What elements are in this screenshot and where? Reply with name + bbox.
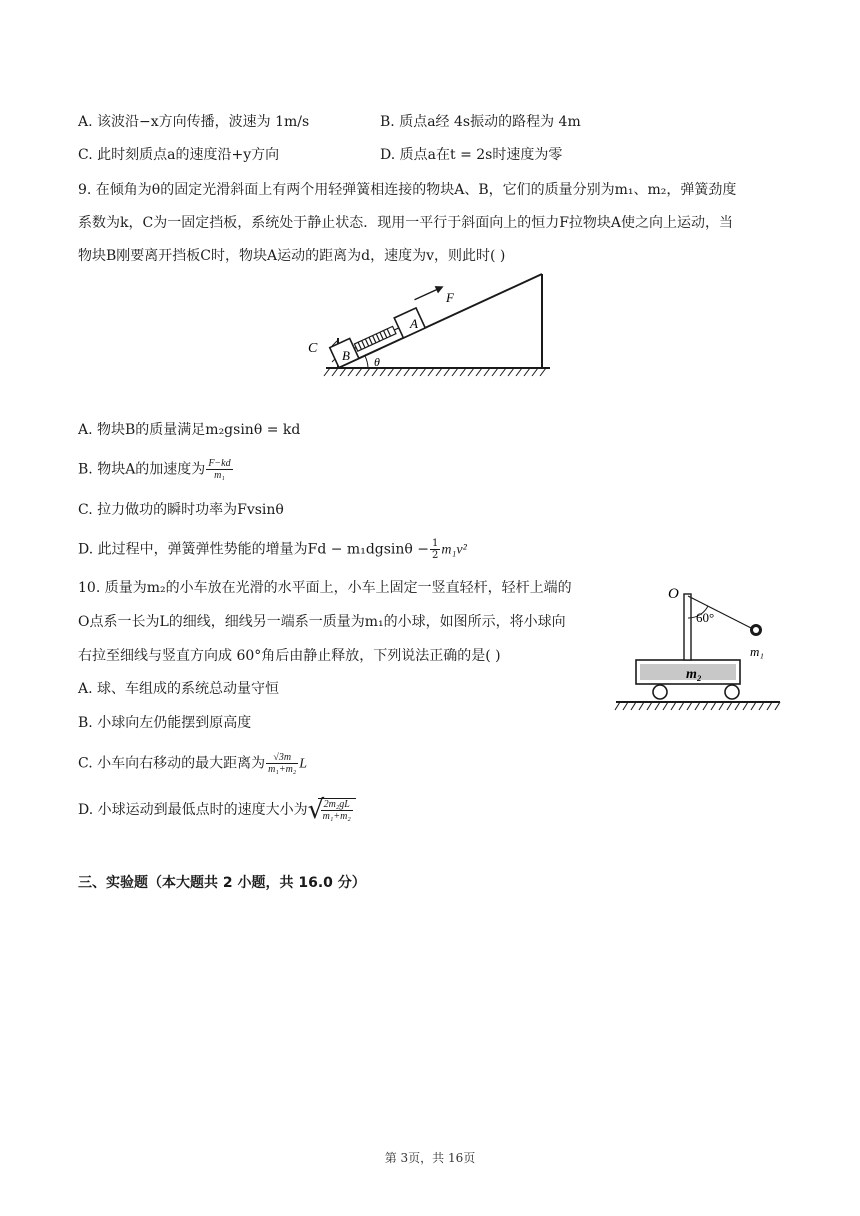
q9-label-theta: θ [374,355,380,369]
q8-option-d-text: 质点a在t = 2s时速度为零 [399,147,563,163]
q10-stem-line1: 10. 质量为m₂的小车放在光滑的水平面上，小车上固定一竖直轻杆，轻杆上端的 [78,580,572,596]
q9-option-d [78,538,467,561]
section-heading: 三、实验题（本大题共 2 小题，共 16.0 分） [78,875,366,891]
q8-option-c [78,145,279,165]
q9-option-d-den: 2 [432,550,439,561]
page-footer: 第 3页，共 16页 [384,1151,476,1165]
q10-label-angle: 60° [696,610,715,625]
q10-option-a: A. 球、车组成的系统总动量守恒 [78,681,280,697]
q8-option-a-label: A. [78,114,93,130]
q9-incline-figure [300,268,560,380]
q9-label-f: F [446,290,454,305]
q10-label-m1: m₁ [750,644,764,659]
q9-label-a: A [410,316,418,331]
q10-option-c [78,752,307,775]
q9-stem-line3: 物块B刚要离开挡板C时，物块A运动的距离为d，速度为v，则此时( ) [78,248,506,264]
q9-option-d-num: 1 [432,538,439,549]
q10-option-c-den: m₁+m₂ [268,764,297,775]
q10-label-m2: m₂ [686,667,702,682]
q8-option-a [78,112,309,132]
q10-option-d-den: m₁+m₂ [322,811,351,822]
q9-stem-line2: 系数为k，C为一固定挡板，系统处于静止状态．现用一平行于斜面向上的恒力F拉物块A使之向上运动，当 [78,215,734,231]
q10-option-d-fraction [321,799,353,822]
q8-option-c-text: 此时刻质点a的速度沿+y方向 [97,147,280,163]
q10-option-b: B. 小球向左仍能摆到原高度 [78,715,252,731]
q9-option-d-prefix: D. 此过程中，弹簧弹性势能的增量为Fd − m₁dgsinθ − [78,541,430,558]
q8-option-b [380,112,581,132]
q10-option-d [78,795,356,825]
q8-option-d [380,145,562,165]
q9-option-d-fraction [430,538,440,561]
q8-option-c-label: C. [78,147,93,163]
q9-label-c: C [308,341,318,356]
q9-option-b-num: F−kd [208,458,231,469]
q9-option-b-den: m₁ [214,470,225,481]
q10-option-d-sqrt [307,795,356,825]
q10-option-c-fraction [266,752,298,775]
q10-option-c-num: √3m [266,752,298,764]
q8-option-a-text: 该波沿−x方向传播，波速为 1m/s [97,114,310,130]
q10-option-d-prefix: D. 小球运动到最低点时的速度大小为 [78,802,308,818]
sqrt-icon: √ [307,795,325,825]
q9-option-c: C. 拉力做功的瞬时功率为Fvsinθ [78,502,284,518]
q10-cart-figure [612,580,784,718]
q8-option-b-text: 质点a经 4s振动的路程为 4m [399,114,581,130]
q9-option-b [78,458,234,481]
q9-option-d-suffix: m₁v² [441,542,467,558]
q10-option-c-prefix: C. 小车向右移动的最大距离为 [78,755,266,772]
q9-option-b-fraction [206,458,232,481]
q10-option-d-num: 2m₂gL [321,799,353,811]
q10-option-c-suffix: L [299,756,308,772]
q10-label-o: O [668,586,679,602]
q10-stem-line2: O点系一长为L的细线，细线另一端系一质量为m₁的小球，如图所示，将小球向 [78,614,566,630]
q9-option-a: A. 物块B的质量满足m₂gsinθ = kd [78,422,301,438]
q8-option-d-label: D. [380,147,396,163]
q9-stem-line1: 9. 在倾角为θ的固定光滑斜面上有两个用轻弹簧相连接的物块A、B，它们的质量分别为m₁、m₂，弹簧劲度 [78,182,737,198]
q10-stem-line3: 右拉至细线与竖直方向成 60°角后由静止释放，下列说法正确的是( ) [78,648,501,664]
q9-label-b: B [342,348,350,363]
q9-option-b-prefix: B. 物块A的加速度为 [78,461,206,478]
q8-option-b-label: B. [380,114,395,130]
